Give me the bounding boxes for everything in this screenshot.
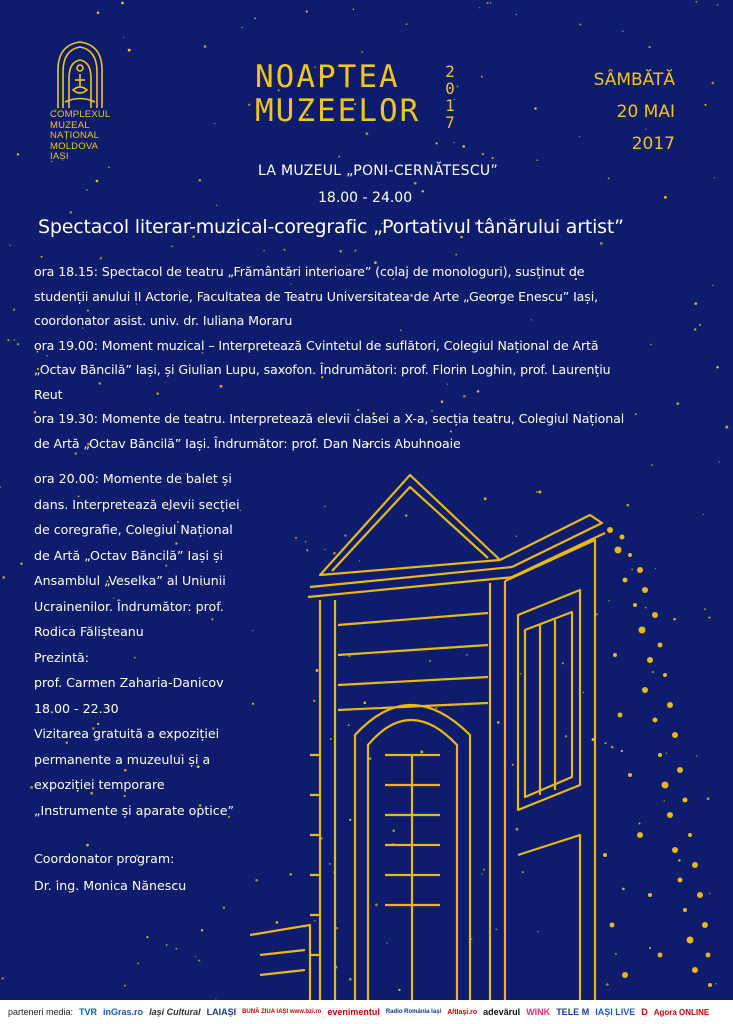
logo-line: NAȚIONAL (50, 130, 100, 141)
star-dot (254, 17, 256, 19)
star-dot (195, 956, 196, 957)
star-dot (2, 977, 4, 979)
star-dot (7, 339, 9, 341)
star-dot (128, 49, 131, 52)
star-dot (716, 366, 719, 369)
program-line: Reut (34, 386, 63, 402)
spectacle-title: Spectacol literar-muzical-coregrafic „Portativul tânărului artist” (38, 216, 624, 238)
star-dot (263, 250, 265, 252)
star-dot (198, 179, 201, 182)
star-dot (406, 23, 408, 25)
star-dot (622, 31, 623, 32)
partner-logo: Radio România Iași (385, 1009, 442, 1015)
star-dot (422, 190, 424, 192)
star-dot (353, 9, 355, 11)
star-dot (69, 211, 72, 214)
star-dot (137, 963, 139, 965)
star-dot (487, 2, 489, 4)
star-dot (534, 107, 537, 110)
program-line: permanente a muzeului și a (34, 751, 211, 767)
program-line: ora 19.30: Momente de teatru. Interpretează elevii clasei a X-a, secția teatru, Colegiul Național (34, 411, 625, 426)
program-list (34, 260, 704, 456)
star-dot (462, 145, 465, 148)
year-digit: 1 (445, 96, 455, 115)
star-dot (242, 27, 243, 28)
building-illustration (250, 455, 720, 1000)
star-dot (479, 7, 480, 8)
partners-label: parteneri media: (8, 1007, 74, 1017)
partner-logo: BUNĂ ZIUA IAȘI www.bzi.ro (242, 1009, 322, 1015)
star-dot (712, 285, 713, 286)
logo-line: MUZEAL (50, 119, 90, 131)
event-hours: 18.00 - 24.00 (318, 190, 413, 206)
star-dot (361, 51, 363, 53)
star-dot (490, 2, 492, 4)
star-dot (17, 153, 19, 155)
star-dot (717, 4, 718, 5)
date-date: 20 MAI (616, 102, 675, 122)
star-dot (704, 104, 706, 106)
star-dot (201, 929, 203, 931)
program-line: Rodica Fălișteanu (34, 624, 144, 639)
coordinator-label: Coordonator program: (34, 851, 175, 866)
partner-logo: Agora ONLINE (653, 1007, 710, 1017)
year-digit: 7 (445, 113, 455, 132)
partner-logo: LAIAȘI (206, 1007, 237, 1017)
partner-logo: WINK (526, 1007, 551, 1017)
partner-logo: IAȘI LIVE (595, 1007, 636, 1017)
program-list-continued (34, 466, 259, 823)
star-dot (216, 205, 217, 206)
star-dot (608, 177, 610, 179)
year-digit: 0 (445, 79, 455, 98)
event-title-line2: MUZEELOR (255, 93, 421, 129)
program-line: ora 20.00: Momente de balet și (34, 471, 232, 486)
star-dot (86, 189, 88, 191)
date-year: 2017 (631, 134, 675, 154)
museum-logo (40, 40, 120, 163)
star-dot (146, 936, 148, 938)
star-dot (121, 2, 124, 5)
star-dot (2, 576, 5, 579)
star-dot (453, 142, 454, 143)
program-line: 18.00 - 22.30 (34, 700, 119, 716)
partner-logo: inGras.ro (103, 1007, 144, 1017)
program-line: de Artă „Octav Băncilă” Iași și (34, 547, 224, 563)
partner-logo: TVR (79, 1007, 98, 1017)
date-day: SÂMBĂTĂ (593, 70, 675, 90)
star-dot (695, 1, 697, 3)
star-dot (97, 11, 100, 14)
program-line: coordonator asist. univ. dr. Iuliana Moraru (34, 313, 293, 328)
star-dot (214, 123, 215, 124)
event-title (255, 59, 485, 132)
program-line: dans. Interpretează elevii secției (34, 496, 240, 512)
star-dot (0, 486, 1, 488)
program-line: Ansamblul „Veselka” al Uniunii (34, 573, 226, 588)
star-dot (124, 985, 126, 987)
museum-logo-text (50, 110, 120, 163)
program-line: prof. Carmen Zaharia-Danicov (34, 675, 224, 690)
program-line: ora 19.00: Moment muzical – Interpretează Cvintetul de suflători, Colegiul Național de Artă (34, 337, 599, 353)
star-dot (579, 136, 581, 138)
star-dot (96, 180, 99, 183)
star-dot (248, 104, 250, 106)
star-dot (284, 249, 286, 251)
star-dot (414, 182, 417, 185)
program-line: Prezintă: (34, 649, 90, 665)
program-line: „Octav Băncilă” Iași, și Giulian Lupu, saxofon. Îndrumători: prof. Florin Loghin, prof. Laurențiu (34, 362, 611, 377)
media-partners-bar (0, 1000, 733, 1024)
program-line: de Artă „Octav Băncilă” Iași. Îndrumător: prof. Dan Narcis Abuhnoaie (34, 435, 461, 451)
star-dot (579, 23, 581, 25)
program-line: de coregrafie, Colegiul Național (34, 522, 233, 537)
star-dot (714, 177, 715, 178)
logo-line: IAȘI (50, 151, 69, 162)
star-dot (492, 157, 494, 159)
program-line: Ucrainenilor. Îndrumător: prof. (34, 598, 224, 614)
star-dot (14, 339, 15, 340)
star-dot (711, 82, 714, 85)
program-line: Vizitarea gratuită a expoziției (34, 726, 220, 741)
logo-line: COMPLEXUL (50, 109, 111, 120)
event-year (440, 63, 460, 131)
star-dot (536, 159, 537, 160)
star-dot (204, 45, 207, 48)
program-line: studenții anului II Actorie, Facultatea de Teatru Universitatea de Arte „George Enescu” Iași, (34, 288, 599, 304)
star-dot (41, 256, 43, 258)
star-dot (9, 245, 10, 246)
partner-logo: adevărul (483, 1007, 521, 1017)
star-dot (340, 250, 343, 253)
partner-logo: evenimentul (327, 1007, 380, 1017)
star-dot (123, 37, 124, 38)
event-date (594, 64, 675, 160)
star-dot (20, 563, 22, 565)
star-dot (600, 242, 603, 245)
star-dot (13, 309, 15, 311)
star-dot (354, 250, 356, 252)
star-dot (725, 426, 728, 429)
star-dot (171, 245, 173, 247)
star-dot (198, 960, 200, 962)
star-dot (30, 786, 33, 789)
logo-line: MOLDOVA (50, 140, 99, 152)
star-dot (166, 944, 168, 946)
star-dot (648, 46, 650, 48)
star-dot (455, 254, 457, 256)
star-dot (366, 132, 369, 135)
event-title-line1: NOAPTEA (255, 59, 400, 95)
star-dot (664, 196, 667, 199)
star-dot (17, 343, 19, 345)
star-dot (223, 907, 225, 909)
partner-logo: AltIași.ro (447, 1008, 478, 1016)
star-dot (435, 142, 437, 144)
program-line: expoziției temporare (34, 777, 165, 792)
partner-logo: D (641, 1007, 648, 1017)
partner-logo: Iași Cultural (149, 1007, 201, 1017)
coordinator (34, 845, 186, 899)
star-dot (482, 153, 484, 155)
year-digit: 2 (445, 62, 455, 81)
museum-name: LA MUZEUL „PONI-CERNĂTESCU” (258, 163, 499, 179)
partner-logo: TELE M (556, 1007, 590, 1017)
museum-logo-icon (55, 40, 105, 110)
star-dot (306, 10, 308, 12)
star-dot (516, 14, 517, 15)
star-dot (338, 156, 340, 158)
star-dot (175, 948, 177, 950)
coordinator-name: Dr. ing. Monica Nănescu (34, 878, 187, 893)
program-line: „Instrumente și aparate optice” (34, 802, 234, 818)
star-dot (108, 167, 110, 169)
program-line: ora 18.15: Spectacol de teatru „Frământări interioare” (colaj de monologuri), susținut de (34, 264, 585, 279)
